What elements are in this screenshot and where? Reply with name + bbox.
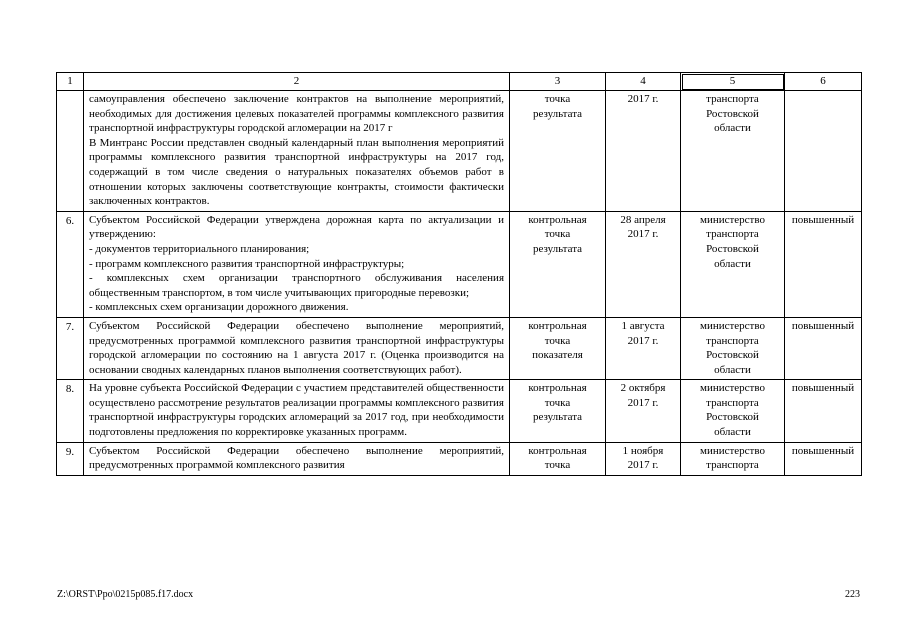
description-paragraph: Субъектом Российской Федерации обеспечено выполнение мероприятий, предусмотренных программой комплексного развития транспортной инфраструктуры городской агломерации по состоянию на 1 августа 2017 г. (Оценка производится на основании сводных календарных планов выполнения соответствующих работ).: [89, 319, 504, 376]
row-number: [57, 91, 84, 212]
row-level: повышенный: [785, 211, 862, 317]
row-level: повышенный: [785, 380, 862, 442]
row-deadline: 28 апреля 2017 г.: [606, 211, 681, 317]
table-row: [57, 91, 862, 212]
row-number: 6.: [57, 211, 84, 317]
file-path: Z:\ORST\Ppo\0215p085.f17.docx: [57, 589, 194, 600]
row-control-type: контрольная точка результата: [510, 380, 606, 442]
row-description: [84, 380, 510, 442]
row-description: [84, 317, 510, 379]
description-paragraph: - программ комплексного развития транспортной инфраструктуры;: [89, 257, 405, 270]
row-deadline: 2 октября 2017 г.: [606, 380, 681, 442]
row-responsible: министерство транспорта Ростовской области: [681, 211, 785, 317]
header-col-1: 1: [57, 73, 84, 91]
description-paragraph: Субъектом Российской Федерации обеспечено выполнение мероприятий, предусмотренных программой комплексного развития: [89, 444, 504, 472]
row-control-type: контрольная точка показателя: [510, 317, 606, 379]
header-col-5: 5: [681, 73, 785, 91]
row-level: повышенный: [785, 317, 862, 379]
row-responsible: министерство транспорта Ростовской области: [681, 317, 785, 379]
description-paragraph: В Минтранс России представлен сводный календарный план выполнения мероприятий программы комплексного развития транспортной инфраструктуры на 2017 год, содержащий в том числе сведения о натуральных показателях объемов работ в отношении которых заключены соответствующие контракты, стоимости фактически заключенных контрактов.: [89, 136, 504, 208]
header-col-6: 6: [785, 73, 862, 91]
row-control-type: контрольная точка результата: [510, 211, 606, 317]
table-row: [57, 442, 862, 475]
description-paragraph: самоуправления обеспечено заключение контрактов на выполнение мероприятий, необходимых для достижения целевых показателей программы комплексного развития транспортной инфраструктуры городской агломерации на 2017 г: [89, 93, 504, 135]
table-row: [57, 380, 862, 442]
row-control-type: точка результата: [510, 91, 606, 212]
description-paragraph: - комплексных схем организации дорожного движения.: [89, 301, 349, 314]
row-control-type: контрольная точка: [510, 442, 606, 475]
row-level: повышенный: [785, 442, 862, 475]
row-responsible: министерство транспорта Ростовской области: [681, 380, 785, 442]
row-responsible: министерство транспорта: [681, 442, 785, 475]
row-deadline: 1 ноября 2017 г.: [606, 442, 681, 475]
description-paragraph: - документов территориального планирования;: [89, 242, 310, 255]
description-paragraph: Субъектом Российской Федерации утверждена дорожная карта по актуализации и утверждению:: [89, 213, 504, 241]
row-deadline: 1 августа 2017 г.: [606, 317, 681, 379]
header-col-2: 2: [84, 73, 510, 91]
row-number: 8.: [57, 380, 84, 442]
row-number: 7.: [57, 317, 84, 379]
table-row: [57, 317, 862, 379]
description-paragraph: На уровне субъекта Российской Федерации с участием представителей общественности осуществлено рассмотрение результатов реализации программы комплексного развития транспортной инфраструктуры городских агломераций за 2017 год, при необходимости подготовлены предложения по корректировке указанных программ.: [89, 382, 504, 439]
header-col-3: 3: [510, 73, 606, 91]
description-paragraph: - комплексных схем организации транспортного обслуживания населения общественным транспортом, в том числе учитывающих пригородные перевозки;: [89, 272, 504, 299]
header-col-4: 4: [606, 73, 681, 91]
plan-table: [56, 72, 862, 476]
row-description: [84, 211, 510, 317]
table-header-row: [57, 73, 862, 91]
page-number: 223: [845, 589, 860, 600]
row-description: [84, 91, 510, 212]
row-description: [84, 442, 510, 475]
row-level: [785, 91, 862, 212]
row-deadline: 2017 г.: [606, 91, 681, 212]
row-number: 9.: [57, 442, 84, 475]
row-responsible: транспорта Ростовской области: [681, 91, 785, 212]
table-row: [57, 211, 862, 317]
